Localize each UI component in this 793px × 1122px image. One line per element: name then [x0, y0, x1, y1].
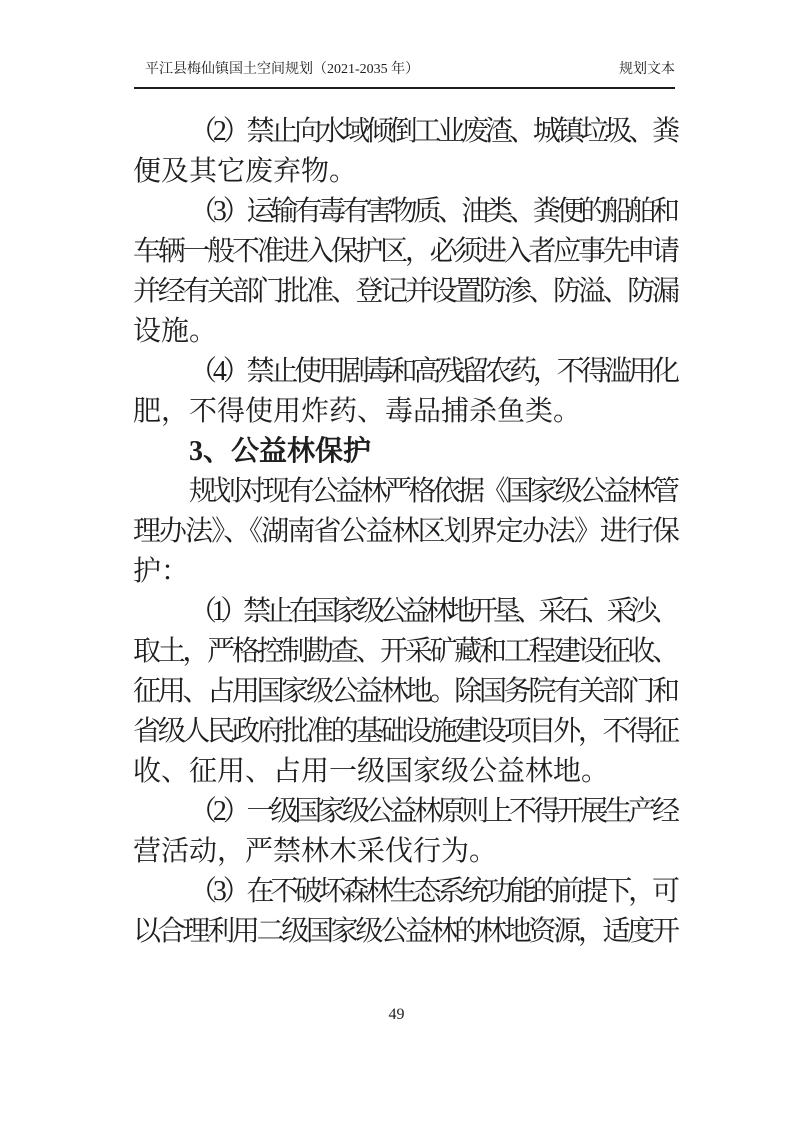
body-line: 护： — [133, 556, 190, 587]
body-line: 规划对现有公益林严格依据《国家级公益林管 — [189, 476, 674, 507]
body-line: 收、征用、占用一级国家级公益林地。 — [133, 756, 610, 787]
body-line: （3）运输有毒有害物质、油类、粪便的船舶和 — [189, 196, 674, 227]
body-line: （3）在不破坏森林生态系统功能的前提下，可 — [189, 876, 674, 907]
body-line: 并经有关部门批准、登记并设置防渗、防溢、防漏 — [133, 276, 674, 307]
body-line: 肥，不得使用炸药、毒品捕杀鱼类。 — [133, 396, 582, 427]
body-line: 取土，严格控制勘查、开采矿藏和工程建设征收、 — [133, 636, 674, 667]
body-line: （2）禁止向水域倾倒工业废渣、城镇垃圾、粪 — [189, 116, 674, 147]
body-line: （1）禁止在国家级公益林地开垦、采石、采沙、 — [189, 596, 674, 627]
body-line: 理办法》、《湖南省公益林区划界定办法》进行保 — [133, 516, 674, 547]
body-line: 便及其它废弃物。 — [133, 156, 358, 187]
body-line: （4）禁止使用剧毒和高残留农药，不得滥用化 — [189, 356, 674, 387]
body-line: 车辆一般不准进入保护区，必须进入者应事先申请 — [133, 236, 674, 267]
header-rule — [134, 87, 675, 89]
body-line: 设施。 — [133, 316, 218, 347]
page-footer — [0, 1005, 793, 1025]
body-line: 省级人民政府批准的基础设施建设项目外，不得征 — [133, 716, 674, 747]
page-number: 49 — [388, 1006, 405, 1023]
body-line: 征用、占用国家级公益林地。除国务院有关部门和 — [133, 676, 674, 707]
header-document-title: 平江县梅仙镇国土空间规划（2021-2035 年） — [145, 62, 420, 77]
header-doc-type-label: 规划文本 — [619, 62, 675, 77]
section-heading: 3、公益林保护 — [189, 436, 372, 467]
document-body — [133, 112, 674, 952]
body-line: 以合理利用二级国家级公益林的林地资源，适度开 — [133, 916, 674, 947]
body-line: （2）一级国家级公益林原则上不得开展生产经 — [189, 796, 674, 827]
body-line: 营活动，严禁林木采伐行为。 — [133, 836, 498, 867]
page-header — [134, 61, 675, 79]
